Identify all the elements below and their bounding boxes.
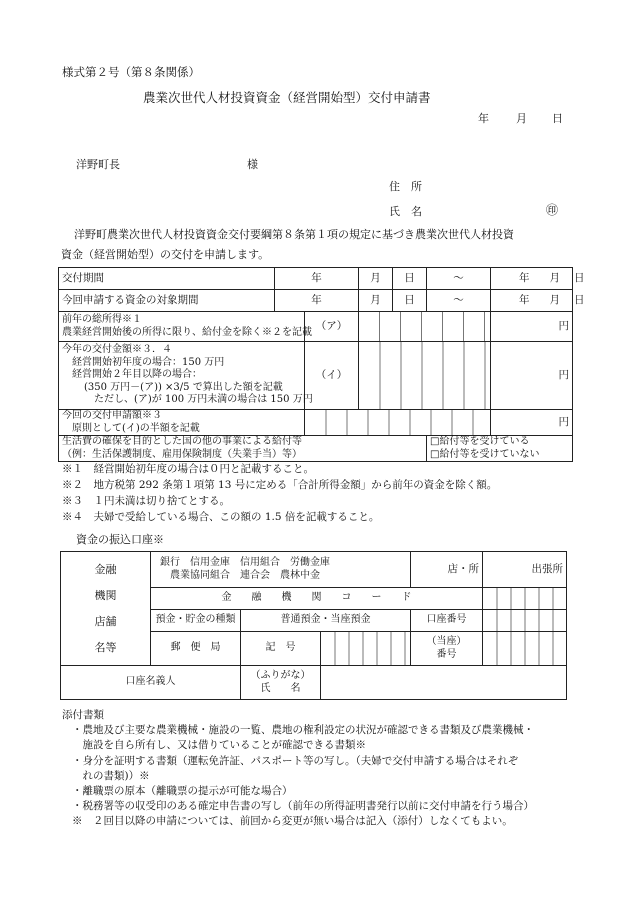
bank-types-1: 銀行 信用金庫 信用組合 労働金庫: [160, 557, 330, 568]
symbol-label: 記 号: [241, 632, 321, 666]
furigana-label: （ふりがな）: [250, 670, 311, 681]
bank-side-label: [61, 552, 151, 666]
prev-income-yen: 円: [491, 312, 573, 342]
target-start-month: 月: [359, 290, 393, 312]
checkbox-not-receiving[interactable]: □給付等を受けていない: [430, 448, 540, 460]
note-3: ※３ １円未満は切り捨てとする。: [62, 495, 230, 507]
touza-label: （当座）: [426, 636, 467, 647]
target-start-year: 年: [275, 290, 359, 312]
touza-number: 番号: [436, 648, 457, 660]
attachment-note: ※ ２回目以降の申請については、前回から変更が無い場合は記入（添付）しなくてもよい。: [72, 815, 513, 828]
period-start-day: 日: [393, 268, 427, 290]
target-end: [491, 290, 585, 312]
request-title: 今回の交付申請額※３: [62, 410, 162, 421]
symbol-boxes[interactable]: [321, 632, 411, 666]
notes-list: [62, 461, 497, 525]
branch-label: 店・所: [411, 552, 483, 588]
other-benefits-title: 生活費の確保を目的とした国の他の事業による給付等: [62, 436, 302, 447]
address-label: 住 所: [389, 180, 422, 193]
bank-side-1: 金融: [94, 562, 117, 576]
target-end-month: 月: [549, 293, 560, 306]
date-month-label: 月: [516, 112, 527, 125]
attachments: [62, 708, 534, 830]
account-number-label: 口座番号: [411, 610, 483, 632]
grant-exception: ただし、(ア)が 100 万円未満の場合は 150 万円: [94, 394, 313, 406]
deposit-type-value[interactable]: 普通預金・当座預金: [241, 610, 411, 632]
note-2: ※２ 地方税第 292 条第１項第 13 号に定める「合計所得金額」から前年の資金を除く額。: [62, 479, 498, 491]
other-benefits-example: （例：生活保護制度、雇用保険制度（失業手当）等）: [62, 448, 302, 460]
name-label: 氏 名: [389, 205, 422, 218]
holder-name-label: 氏 名: [260, 682, 301, 694]
note-1: ※１ 経営開始初年度の場合は０円と記載すること。: [62, 463, 314, 475]
target-end-day: 日: [574, 293, 585, 306]
intro-line-1: 洋野町農業次世代人材投資資金交付要綱第８条第１項の規定に基づき農業次世代人材投資: [74, 228, 514, 241]
bank-code-boxes[interactable]: [483, 588, 567, 610]
period-tilde: 〜: [427, 268, 491, 290]
grant-row: [59, 342, 573, 410]
attachment-2-cont: れの書類)）※: [72, 769, 150, 782]
date-day-label: 日: [552, 112, 563, 125]
request-label: [59, 410, 305, 436]
attachment-4: ・税務署等の収受印のある確定申告書の写し（前年の所得証明書発行以前に交付申請を行う場合）: [72, 800, 534, 813]
prev-income-title: 前年の総所得※１: [62, 314, 142, 325]
deposit-type-label: 預金・貯金の種類: [151, 610, 241, 632]
prev-income-row: [59, 312, 573, 342]
attachment-2: ・身分を証明する書類（運転免許証、パスポート等の写し。（夫婦で交付申請する場合はそれぞ: [72, 754, 519, 767]
grant-amount[interactable]: [359, 342, 491, 410]
account-number-boxes[interactable]: [483, 610, 567, 632]
period-end: [491, 268, 585, 290]
period-start-month: 月: [359, 268, 393, 290]
period-label: 交付期間: [59, 268, 275, 290]
grant-second-year: 経営開始２年目以降の場合：: [72, 369, 202, 381]
page-title: 農業次世代人材投資資金（経営開始型）交付申請書: [143, 90, 431, 105]
request-desc: 原則として(イ)の半額を記載: [72, 422, 200, 434]
note-4: ※４ 夫婦で受給している場合、この額の 1.5 倍を記載すること。: [62, 511, 380, 523]
prev-income-amount[interactable]: [359, 312, 491, 342]
seal-icon: ㊞: [546, 203, 559, 217]
addressee-honorific: 様: [247, 158, 258, 171]
form-number: 様式第２号（第８条関係）: [62, 65, 200, 79]
other-benefits-row: [59, 436, 573, 462]
period-row: [59, 268, 573, 290]
bank-types[interactable]: [151, 552, 411, 588]
target-end-year: 年: [519, 293, 530, 306]
period-end-day: 日: [574, 271, 585, 284]
request-yen: 円: [491, 410, 573, 436]
grant-formula: (350 万円－(ア)) ×3/5 で算出した額を記載: [84, 381, 283, 393]
prev-income-label: [59, 312, 312, 342]
request-amount[interactable]: [305, 410, 491, 436]
grant-first-year: 経営開始初年度の場合：150 万円: [72, 356, 225, 368]
period-end-month: 月: [549, 271, 560, 284]
request-row: [59, 410, 573, 436]
bank-code-label: 金 融 機 関 コ ー ド: [151, 588, 483, 610]
intro-line-2: 資金（経営開始型）の交付を申請します。: [61, 248, 270, 261]
application-table: [58, 267, 585, 462]
bank-types-2: 農業協同組合 連合会 農林中金: [170, 569, 320, 581]
bank-side-4: 名等: [94, 640, 117, 654]
target-label: 今回申請する資金の対象期間: [59, 290, 275, 312]
attachments-title: 添付書類: [62, 709, 104, 721]
date-year-label: 年: [478, 112, 489, 125]
other-benefits-checkboxes: [427, 436, 573, 462]
mark-i: （イ）: [305, 342, 359, 410]
touza-number-label: [411, 632, 483, 666]
other-benefits-label: [59, 436, 427, 462]
sub-branch-label: 出張所: [483, 552, 567, 588]
attachment-3: ・離職票の原本（離職票の提示が可能な場合）: [72, 785, 293, 798]
bank-section-title: 資金の振込口座※: [76, 533, 164, 546]
touza-number-boxes[interactable]: [483, 632, 567, 666]
post-office-label: 郵 便 局: [151, 632, 241, 666]
holder-name-field[interactable]: [321, 666, 567, 700]
period-end-year: 年: [519, 271, 530, 284]
bank-side-3: 店舗: [94, 614, 117, 628]
holder-label: 口座名義人: [61, 666, 241, 700]
grant-label: [59, 342, 313, 410]
holder-name-labels: [241, 666, 321, 700]
grant-title: 今年の交付金額※３．４: [62, 344, 172, 356]
grant-yen: 円: [491, 342, 573, 410]
attachment-1: ・農地及び主要な農業機械・施設の一覧、農地の権利設定の状況が確認できる書類及び農業機械・: [72, 724, 534, 737]
target-tilde: 〜: [427, 290, 491, 312]
bank-side-2: 機関: [94, 588, 117, 602]
bank-table: [60, 551, 567, 700]
checkbox-receiving[interactable]: □給付等を受けている: [430, 436, 530, 447]
mark-a: （ア）: [305, 312, 359, 342]
addressee-name: 洋野町長: [76, 158, 120, 171]
target-row: [59, 290, 573, 312]
prev-income-desc: 農業経営開始後の所得に限り、給付金を除く※２を記載: [62, 326, 312, 338]
target-start-day: 日: [393, 290, 427, 312]
period-start-year: 年: [275, 268, 359, 290]
attachment-1-cont: 施設を自ら所有し、又は借りていることが確認できる書類※: [72, 739, 366, 752]
